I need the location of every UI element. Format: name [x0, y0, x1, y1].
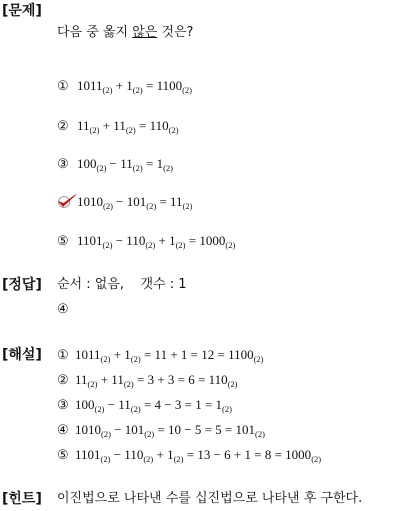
hint-text: 이진법으로 나타낸 수를 십진법으로 나타낸 후 구한다.: [57, 491, 363, 506]
option-1[interactable]: ① $1011_{(2)} + 1_{(2)} = 1100_{(2)}$: [57, 78, 193, 95]
answer-order: 순서 : 없음,: [57, 277, 125, 292]
solution-line-2: ② $11_{(2)} + 11_{(2)} = 3 + 3 = 6 = 110_{(2)}$: [57, 372, 238, 389]
problem-label: [문제]: [2, 3, 42, 19]
solution-line-4: ④ $1010_{(2)} - 101_{(2)} = 10 - 5 = 5 = 101_{(2)}$: [57, 422, 265, 439]
question-text: [57, 24, 193, 42]
answer-label: [정답]: [2, 277, 42, 293]
option-number: ③: [57, 156, 69, 171]
option-4[interactable]: $1010_{(2)} - 101_{(2)} = 11_{(2)}$: [57, 193, 192, 211]
option-number: ②: [57, 118, 69, 133]
solution-line-5: ⑤ $1101_{(2)} - 110_{(2)} + 1_{(2)} = 13 - 6 + 1 = 8 = 1000_{(2)}$: [57, 447, 322, 464]
solution-label: [해설]: [2, 347, 42, 363]
question-pre: 다음 중 옳지: [57, 25, 133, 40]
question-underlined: 않은: [132, 25, 158, 40]
option-number: ①: [57, 78, 69, 93]
option-3[interactable]: ③ $100_{(2)} - 11_{(2)} = 1_{(2)}$: [57, 156, 173, 173]
option-2[interactable]: ② $11_{(2)} + 11_{(2)} = 110_{(2)}$: [57, 118, 179, 135]
solution-line-1: ① $1011_{(2)} + 1_{(2)} = 11 + 1 = 12 = 1100_{(2)}$: [57, 347, 264, 364]
hint-label: [힌트]: [2, 491, 42, 507]
question-post: 것은?: [157, 25, 194, 40]
option-5[interactable]: ⑤ $1101_{(2)} - 110_{(2)} + 1_{(2)} = 1000_{(2)}$: [57, 233, 236, 250]
option-number: ⑤: [57, 233, 69, 248]
check-mark-icon: [57, 193, 77, 209]
answer-count: 갯수 : 1: [140, 277, 187, 292]
answer-meta: [57, 276, 187, 294]
solution-line-3: ③ $100_{(2)} - 11_{(2)} = 4 - 3 = 1 = 1_{(2)}$: [57, 397, 232, 414]
answer-value: ④: [57, 301, 69, 316]
